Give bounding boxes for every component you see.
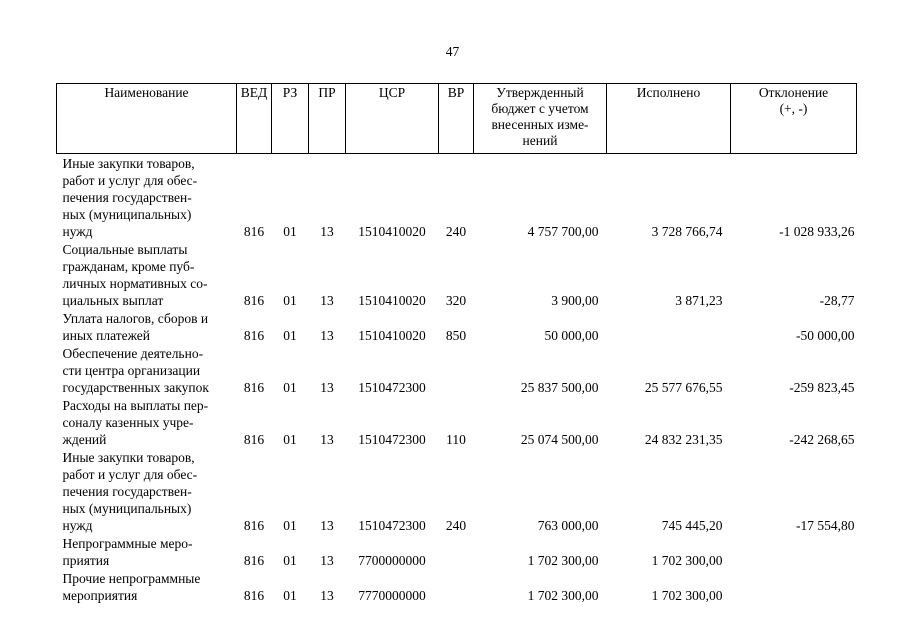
row-vr (439, 534, 474, 569)
table-row (57, 448, 857, 534)
row-executed: 3 871,23 (675, 293, 723, 308)
row-name: Расходы на выплаты пер- соналу казенных учре- ждений (62, 398, 209, 447)
row-approved-budget: 25 837 500,00 (520, 380, 599, 395)
row-approved-budget: 1 702 300,00 (527, 588, 599, 603)
row-name: Иные закупки товаров, работ и услуг для обес- печения государствен- ных (муниципальных) нужд (62, 450, 198, 533)
header-csr: ЦСР (346, 84, 439, 154)
row-deviation: -17 554,80 (796, 518, 855, 533)
header-executed: Исполнено (607, 84, 731, 154)
header-deviation: Отклонение (+, -) (731, 84, 857, 154)
row-deviation (731, 534, 857, 569)
table-row (57, 569, 857, 604)
row-pr: 13 (320, 432, 334, 447)
row-executed: 1 702 300,00 (651, 588, 723, 603)
row-name: Уплата налогов, сборов и иных платежей (62, 311, 209, 343)
row-pr: 13 (320, 518, 334, 533)
row-rz: 01 (283, 293, 297, 308)
row-pr: 13 (320, 328, 334, 343)
row-pr: 13 (320, 293, 334, 308)
row-deviation (731, 569, 857, 604)
row-vr: 850 (445, 328, 467, 343)
row-executed: 25 577 676,55 (644, 380, 723, 395)
row-approved-budget: 25 074 500,00 (520, 432, 599, 447)
row-rz: 01 (283, 553, 297, 568)
row-ved: 816 (243, 328, 265, 343)
row-csr: 1510410020 (358, 224, 426, 239)
row-name: Обеспечение деятельно- сти центра организации государственных закупок (62, 346, 209, 395)
row-ved: 816 (243, 224, 265, 239)
row-ved: 816 (243, 293, 265, 308)
row-deviation: -1 028 933,26 (779, 224, 855, 239)
table-header-row (57, 84, 857, 154)
table-row (57, 154, 857, 241)
row-vr: 240 (445, 224, 467, 239)
row-rz: 01 (283, 432, 297, 447)
row-deviation: -28,77 (819, 293, 855, 308)
row-pr: 13 (320, 588, 334, 603)
row-executed: 745 445,20 (661, 518, 723, 533)
table-row (57, 309, 857, 344)
row-vr: 320 (445, 293, 467, 308)
row-ved: 816 (243, 432, 265, 447)
row-csr: 1510410020 (358, 293, 426, 308)
table-row (57, 240, 857, 309)
row-approved-budget: 763 000,00 (537, 518, 599, 533)
row-vr: 110 (446, 432, 466, 447)
row-approved-budget: 50 000,00 (544, 328, 599, 343)
row-deviation: -242 268,65 (789, 432, 855, 447)
table-row (57, 396, 857, 448)
row-deviation: -50 000,00 (796, 328, 855, 343)
row-ved: 816 (243, 553, 265, 568)
row-rz: 01 (283, 518, 297, 533)
row-name: Непрограммные меро- приятия (62, 536, 193, 568)
row-vr: 240 (445, 518, 467, 533)
row-rz: 01 (283, 588, 297, 603)
row-executed: 3 728 766,74 (651, 224, 723, 239)
row-executed: 24 832 231,35 (644, 432, 723, 447)
row-pr: 13 (320, 224, 334, 239)
row-rz: 01 (283, 224, 297, 239)
budget-execution-table (56, 83, 857, 604)
header-ved: ВЕД (237, 84, 272, 154)
row-executed: 1 702 300,00 (651, 553, 723, 568)
row-ved: 816 (243, 588, 265, 603)
header-pr: ПР (309, 84, 346, 154)
header-name: Наименование (57, 84, 237, 154)
row-csr: 1510472300 (358, 432, 426, 447)
table-body (57, 154, 857, 605)
row-pr: 13 (320, 380, 334, 395)
row-ved: 816 (243, 380, 265, 395)
row-csr: 1510410020 (358, 328, 426, 343)
row-csr: 7700000000 (358, 553, 426, 568)
row-deviation: -259 823,45 (789, 380, 855, 395)
row-pr: 13 (320, 553, 334, 568)
row-approved-budget: 3 900,00 (551, 293, 599, 308)
row-csr: 7770000000 (358, 588, 426, 603)
header-rz: РЗ (272, 84, 309, 154)
header-approved-budget: Утвержденный бюджет с учетом внесенных изме- нений (474, 84, 607, 154)
row-executed (607, 309, 731, 344)
page-number: 47 (445, 44, 460, 59)
row-rz: 01 (283, 380, 297, 395)
row-rz: 01 (283, 328, 297, 343)
row-csr: 1510472300 (358, 380, 426, 395)
table-row (57, 534, 857, 569)
table-row (57, 344, 857, 396)
row-vr (439, 569, 474, 604)
row-csr: 1510472300 (358, 518, 426, 533)
row-name: Прочие непрограммные мероприятия (62, 571, 201, 603)
row-approved-budget: 4 757 700,00 (527, 224, 599, 239)
row-approved-budget: 1 702 300,00 (527, 553, 599, 568)
row-vr (439, 344, 474, 396)
header-vr: ВР (439, 84, 474, 154)
row-name: Иные закупки товаров, работ и услуг для обес- печения государствен- ных (муниципальных) нужд (62, 156, 198, 239)
row-ved: 816 (243, 518, 265, 533)
row-name: Социальные выплаты гражданам, кроме пуб- личных нормативных со- циальных выплат (62, 242, 208, 308)
